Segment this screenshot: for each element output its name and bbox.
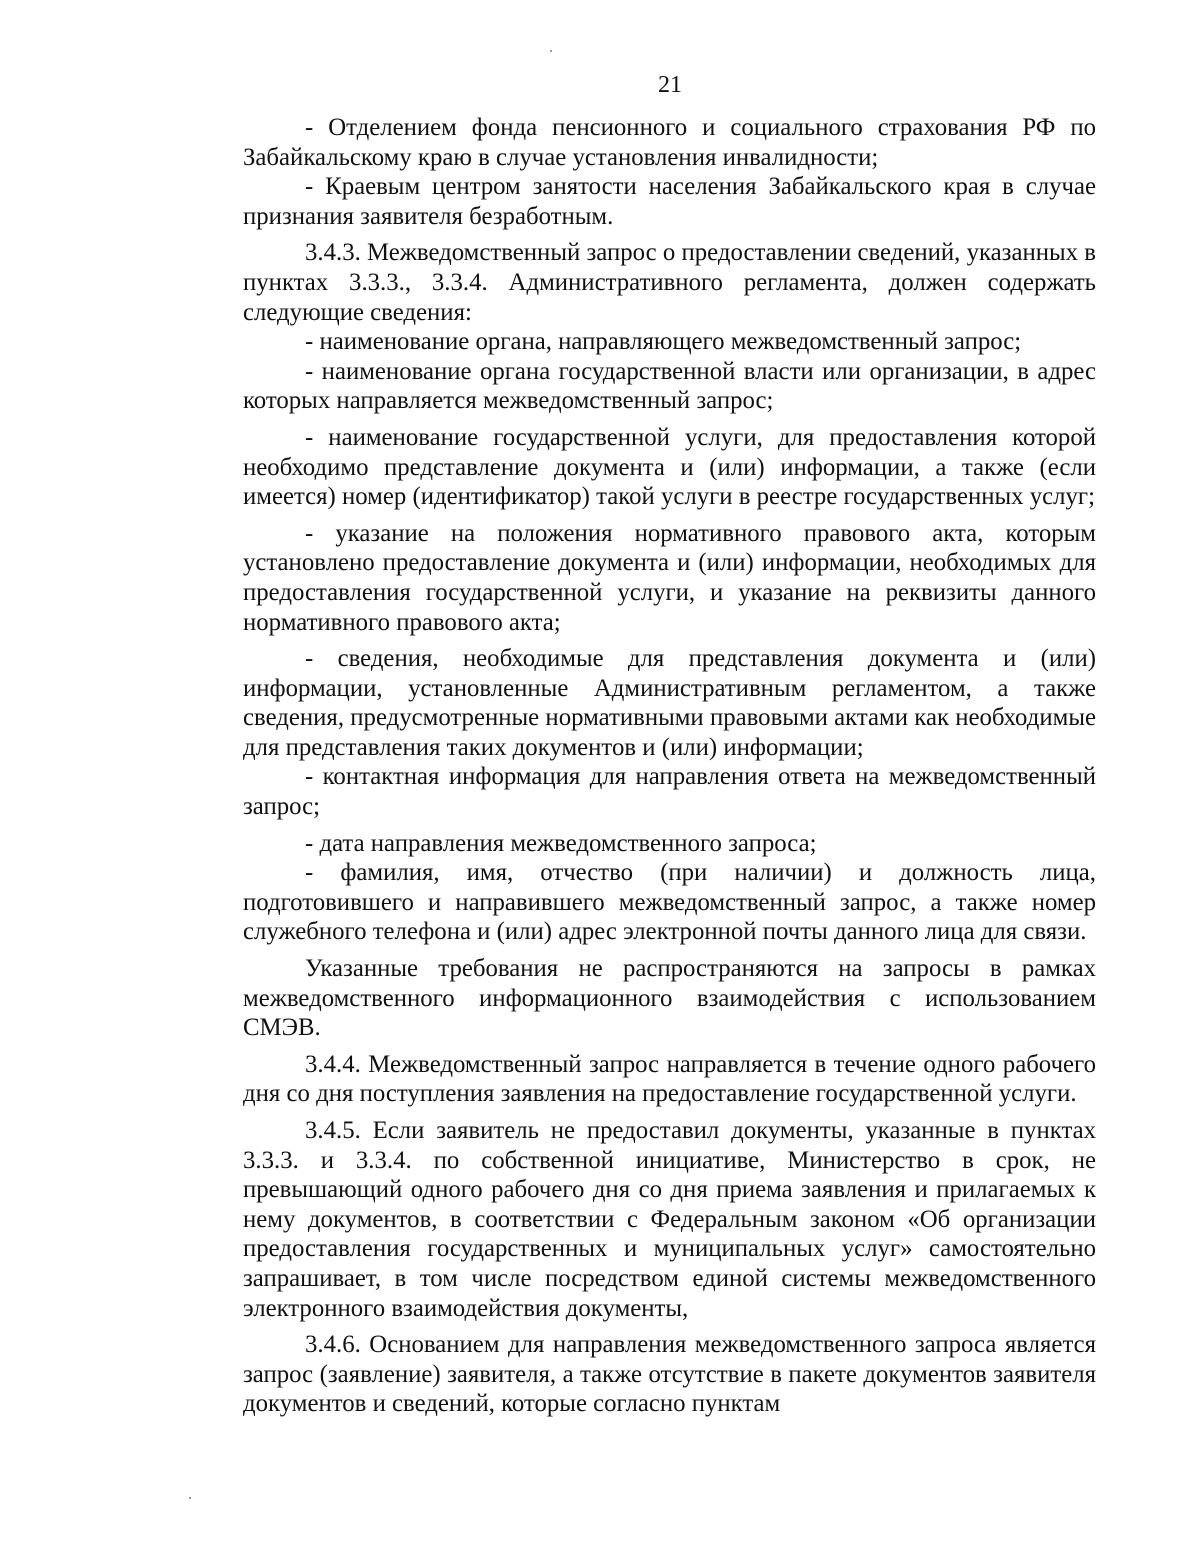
- paragraph-3-4-5: 3.4.5. Если заявитель не предоставил документы, указанные в пунктах 3.3.3. и 3.3.4. по собственной инициативе, Министерство в срок, не превышающий одного рабочего дня со дня приема заявления и прилагаемых к нему документов, в соответствии с Федеральным законом «Об организации предоставления государственных и муниципальных услуг» самостоятельно запрашивает, в том числе посредством единой системы межведомственного электронного взаимодействия документы,: [243, 1117, 1096, 1322]
- paragraph-smev-exception: Указанные требования не распространяются на запросы в рамках межведомственного информационного взаимодействия с использованием СМЭВ.: [243, 955, 1096, 1042]
- scan-speck: [189, 1497, 191, 1499]
- list-item-legal-act: - указание на положения нормативного правового акта, которым установлено предоставление документа и (или) информации, необходимых для предоставления государственной услуги, и указание на реквизиты данного нормативного правового акта;: [243, 519, 1096, 636]
- list-item-service-name: - наименование государственной услуги, для предоставления которой необходимо представление документа и (или) информации, а также (если имеется) номер (идентификатор) такой услуги в реестре государственных услуг;: [243, 423, 1096, 511]
- list-item-requesting-body: - наименование органа, направляющего межведомственный запрос;: [305, 328, 1022, 356]
- paragraph-3-4-3: 3.4.3. Межведомственный запрос о предоставлении сведений, указанных в пунктах 3.3.3., 3.3.4. Административного регламента, должен содержать следующие сведения:: [243, 239, 1096, 326]
- scan-speck: [550, 50, 552, 52]
- list-item-addressee-body: - наименование органа государственной власти или организации, в адрес которых направляется межведомственный запрос;: [243, 357, 1096, 415]
- paragraph-3-4-4: 3.4.4. Межведомственный запрос направляется в течение одного рабочего дня со дня поступления заявления на предоставление государственной услуги.: [243, 1050, 1096, 1108]
- list-item-required-info: - сведения, необходимые для представления документа и (или) информации, установленные Административным регламентом, а также сведения, предусмотренные нормативными правовыми актами как необходимые для представления таких документов и (или) информации;: [243, 645, 1096, 761]
- list-item-responsible-person: - фамилия, имя, отчество (при наличии) и должность лица, подготовившего и направившего межведомственный запрос, а также номер служебного телефона и (или) адрес электронной почты данного лица для связи.: [243, 859, 1096, 946]
- list-item-contact-info: - контактная информация для направления ответа на межведомственный запрос;: [243, 763, 1096, 821]
- document-body: [243, 113, 1096, 1419]
- list-item-request-date: - дата направления межведомственного запроса;: [305, 829, 817, 857]
- paragraph-employment-center: - Краевым центром занятости населения Забайкальского края в случае признания заявителя безработным.: [243, 173, 1096, 230]
- paragraph-pension-fund: - Отделением фонда пенсионного и социального страхования РФ по Забайкальскому краю в случае установления инвалидности;: [243, 114, 1096, 171]
- paragraph-3-4-6: 3.4.6. Основанием для направления межведомственного запроса является запрос (заявление) заявителя, а также отсутствие в пакете документов заявителя документов и сведений, которые согласно пунктам: [243, 1331, 1096, 1418]
- page-number: 21: [658, 72, 682, 98]
